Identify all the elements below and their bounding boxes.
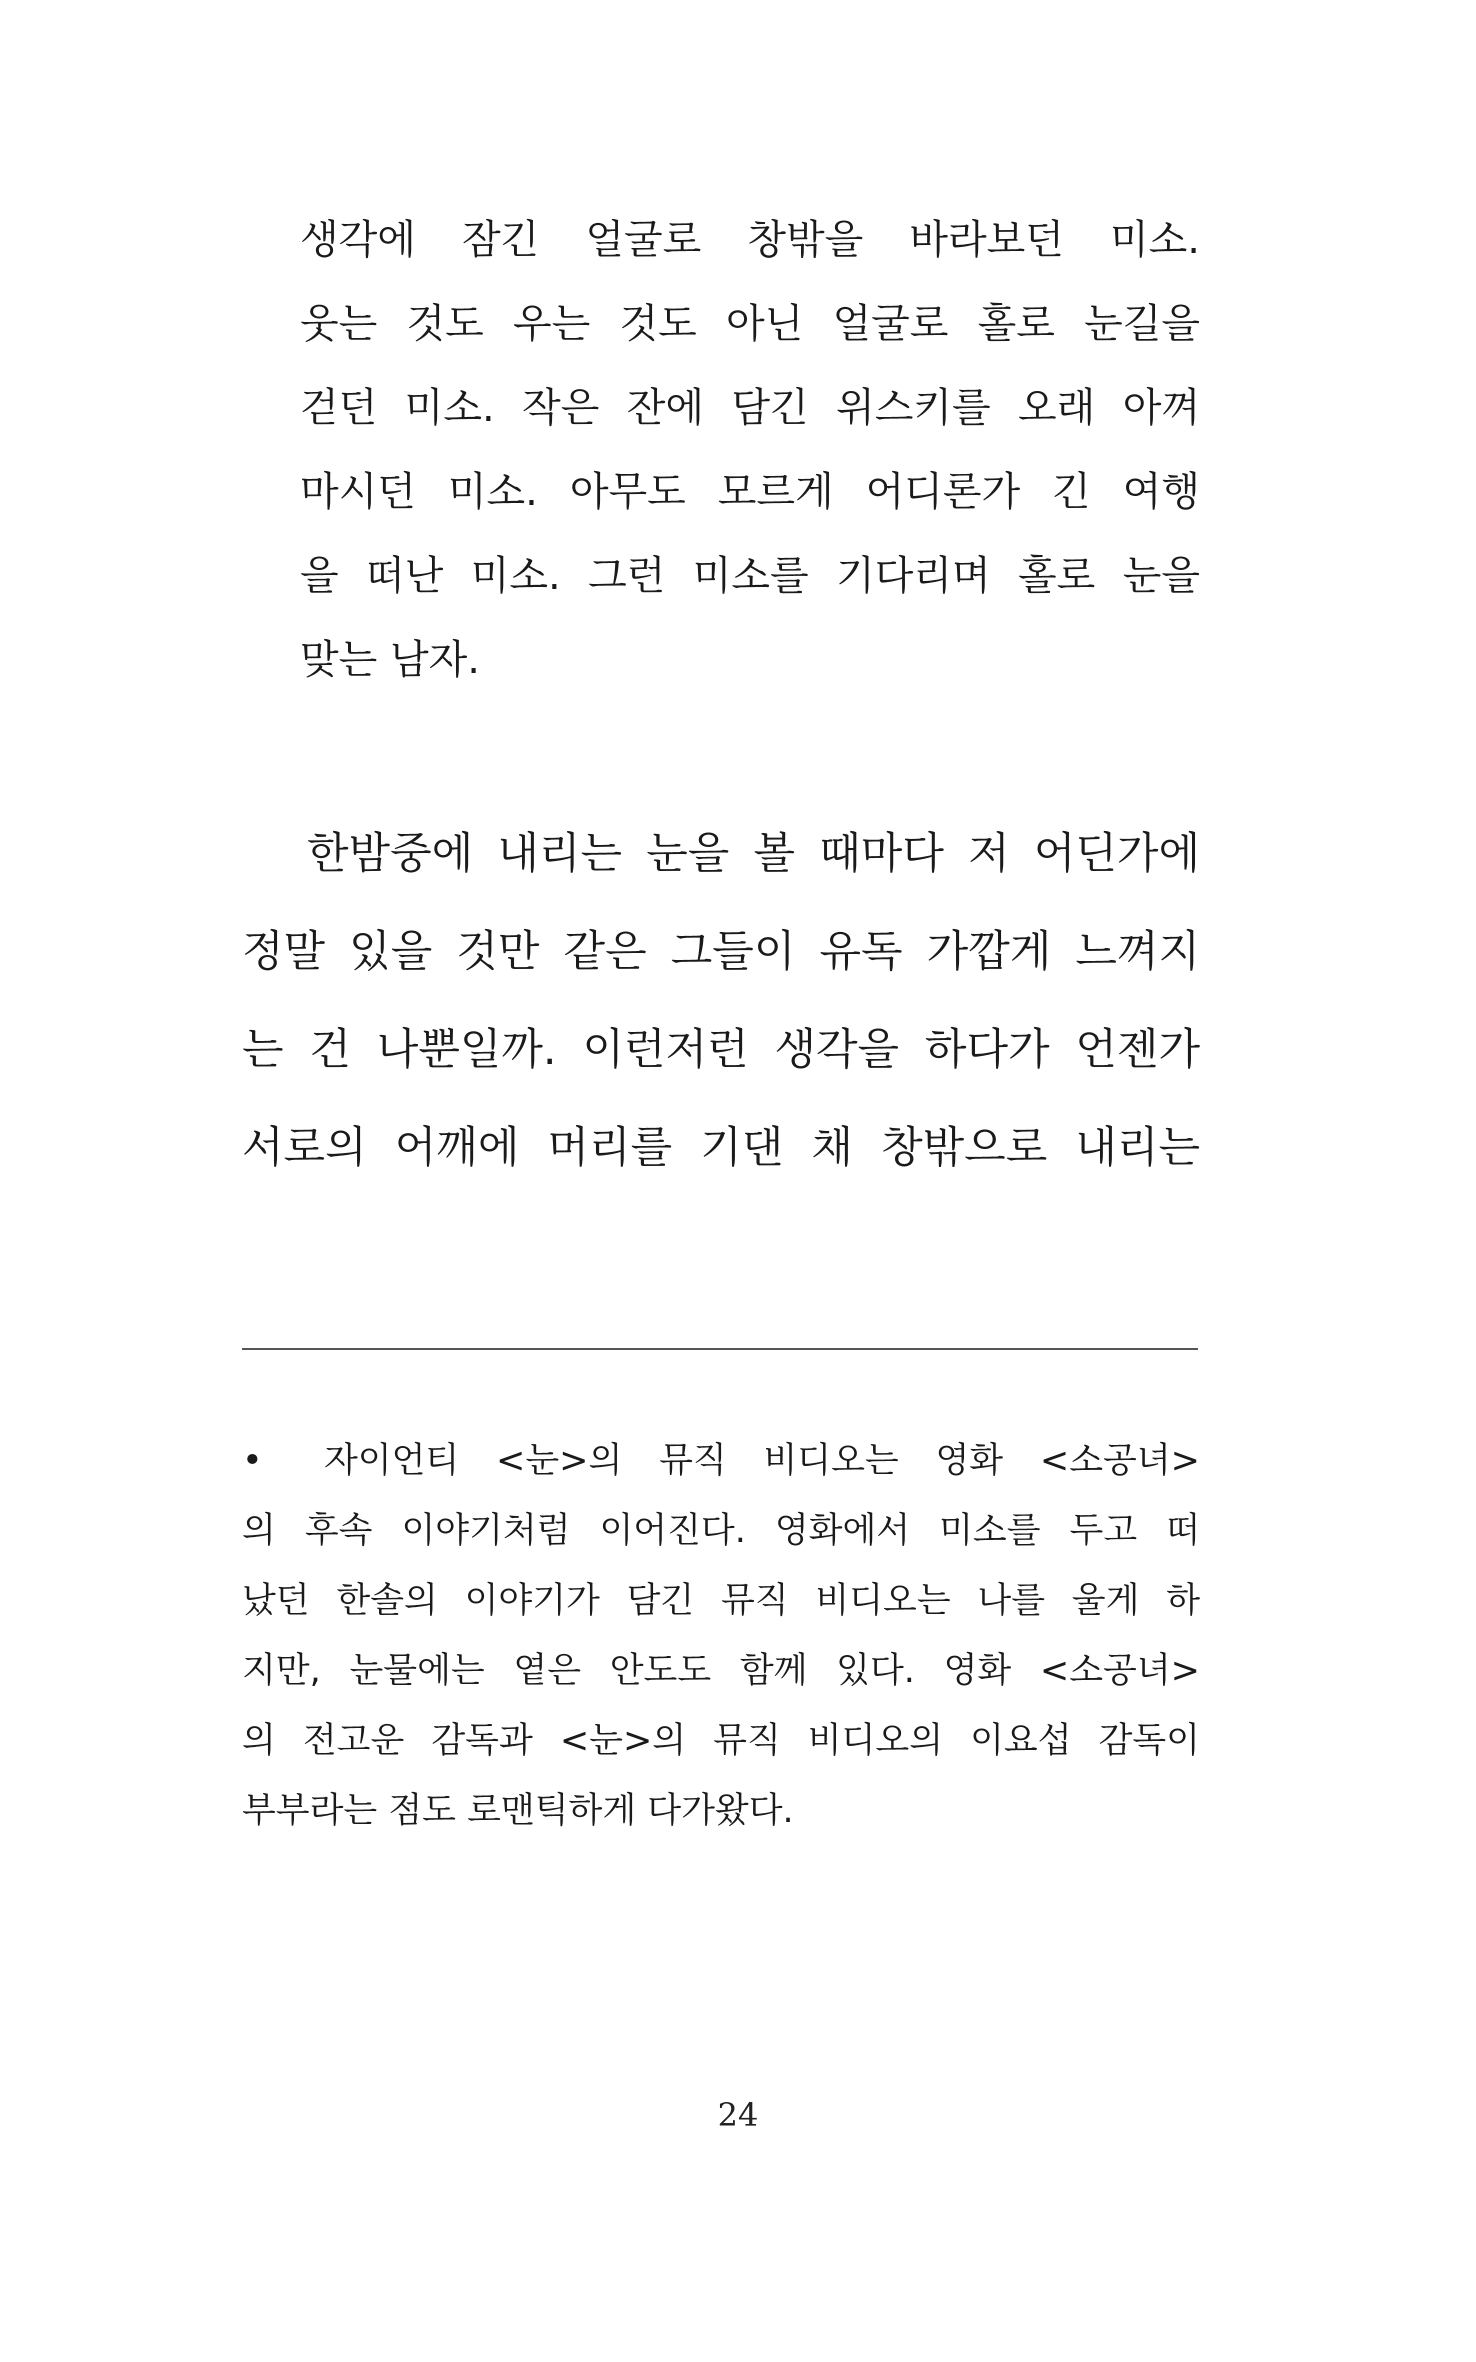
footnote-line: 의 후속 이야기처럼 이어진다. 영화에서 미소를 두고 떠 (242, 1511, 1200, 1551)
indented-quote (300, 198, 1200, 702)
quote-line: 맞는 남자. (300, 637, 480, 683)
body-line: 는 건 나뿐일까. 이런저런 생각을 하다가 언젠가 (242, 1025, 1200, 1075)
body-line: 정말 있을 것만 같은 그들이 유독 가깝게 느껴지 (242, 927, 1200, 977)
footnote-line: 났던 한솔의 이야기가 담긴 뮤직 비디오는 나를 울게 하 (242, 1581, 1200, 1621)
quote-line: 걷던 미소. 작은 잔에 담긴 위스키를 오래 아껴 (300, 385, 1200, 431)
quote-line: 웃는 것도 우는 것도 아닌 얼굴로 홀로 눈길을 (300, 301, 1200, 347)
footnote-line (242, 1426, 1200, 1496)
body-line: 한밤중에 내리는 눈을 볼 때마다 저 어딘가에 (307, 829, 1200, 879)
quote-line: 을 떠난 미소. 그런 미소를 기다리며 홀로 눈을 (300, 553, 1200, 599)
quote-line: 마시던 미소. 아무도 모르게 어디론가 긴 여행 (300, 469, 1200, 515)
footnote (242, 1426, 1200, 1846)
page-number: 24 (717, 2096, 759, 2134)
body-paragraph (242, 805, 1200, 1197)
footnote-divider (242, 1348, 1198, 1350)
footnote-line: 의 전고운 감독과 <눈>의 뮤직 비디오의 이요섭 감독이 (242, 1721, 1200, 1761)
quote-line: 생각에 잠긴 얼굴로 창밖을 바라보던 미소. (300, 217, 1200, 263)
body-line: 서로의 어깨에 머리를 기댄 채 창밖으로 내리는 (242, 1123, 1200, 1173)
footnote-text: 자이언티 <눈>의 뮤직 비디오는 영화 <소공녀> (324, 1441, 1200, 1481)
bullet-icon: • (242, 1441, 263, 1481)
footnote-line: 지만, 눈물에는 옅은 안도도 함께 있다. 영화 <소공녀> (242, 1651, 1200, 1691)
footnote-line: 부부라는 점도 로맨틱하게 다가왔다. (242, 1791, 794, 1831)
